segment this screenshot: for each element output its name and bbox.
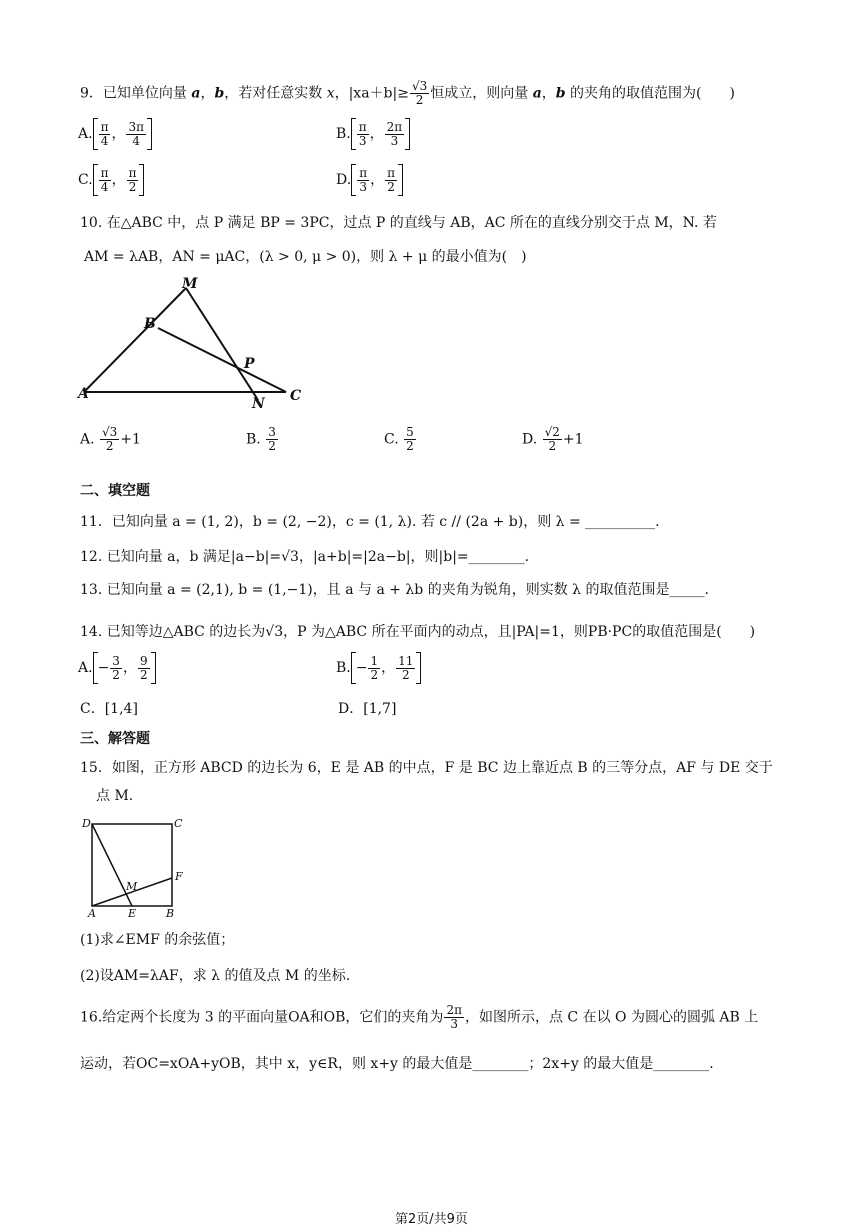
- frac-den: 2: [406, 439, 414, 453]
- frac: [127, 167, 139, 194]
- label-b: B: [144, 316, 156, 332]
- right-bracket: [139, 164, 144, 196]
- section-solutions: 三、解答题: [80, 731, 150, 747]
- label-m: M: [182, 276, 198, 292]
- frac: [368, 655, 380, 682]
- frac-den: 2: [370, 667, 379, 682]
- frac-num: π: [359, 165, 368, 180]
- line-bc: [158, 328, 286, 392]
- q9-fraction: [410, 80, 429, 107]
- frac-num: 9: [139, 653, 148, 668]
- right-bracket: [398, 164, 403, 196]
- frac-den: 4: [100, 133, 109, 148]
- q9-frac-num: √3: [411, 79, 428, 93]
- choice-tail: +1: [562, 431, 584, 448]
- left-bracket: [93, 164, 98, 196]
- q16-line1: [80, 1004, 758, 1031]
- q10-line2: AM = λAB，AN = μAC，(λ > 0, μ > 0)，则 λ + μ 的最小值为( ): [84, 249, 527, 265]
- minus-sign: −: [97, 660, 110, 676]
- q9-tail: 恒成立，则向量: [430, 85, 533, 102]
- choice-label: C.: [78, 172, 93, 188]
- q16-line1b: ，如图所示，点 C 在以 O 为圆心的圆弧 AB 上: [464, 1009, 759, 1026]
- choice-label: C.: [384, 431, 399, 448]
- q10-choice-c: [384, 426, 417, 453]
- q9-frac-den: 2: [415, 93, 424, 107]
- square-abcd: [92, 824, 172, 906]
- frac-num: π: [100, 165, 109, 180]
- q14-choice-d: [338, 698, 396, 718]
- frac-num: 5: [406, 425, 414, 439]
- frac: [385, 167, 397, 194]
- frac-den: 2: [105, 439, 114, 453]
- q10-choice-a: [80, 426, 141, 453]
- frac-den: 3: [359, 179, 367, 194]
- q9-mid: ，若对任意实数: [224, 85, 327, 102]
- frac: [99, 167, 111, 194]
- frac-den: 3: [358, 133, 367, 148]
- right-bracket: [416, 652, 421, 684]
- left-bracket: [351, 164, 356, 196]
- choice-label: A.: [80, 431, 95, 448]
- frac-den: 2: [139, 667, 148, 682]
- q10-line1: 10. 在△ABC 中，点 P 满足 BP = 3PC，过点 P 的直线与 AB，AC 所在的直线分别交于点 M，N. 若: [80, 215, 717, 231]
- frac-den: 2: [387, 179, 395, 194]
- q15-line2: 点 M.: [96, 788, 134, 804]
- frac-den: 3: [450, 1017, 459, 1031]
- q9-stem: 9．已知单位向量 a，b，若对任意实数 x，|xa＋b|≥ $\frac{√3}{2}$ 恒成立，则向量 a，b 的夹角的取值范围为( ): [80, 79, 735, 107]
- label-b: B: [166, 907, 175, 920]
- choice-label: A.: [78, 660, 93, 676]
- left-bracket: [351, 118, 356, 150]
- q14-stem: 14. 已知等边△ABC 的边长为√3，P 为△ABC 所在平面内的动点，且|PA|=1，则PB·PC的取值范围是( ): [80, 624, 756, 640]
- frac-num: 3: [268, 425, 276, 439]
- q10-choice-b: [246, 426, 279, 453]
- minus-sign: −: [355, 660, 368, 676]
- page-footer: 第2页/共9页: [395, 1212, 468, 1227]
- choice-text: [1,7]: [363, 701, 397, 717]
- q15-square-figure: [80, 816, 190, 922]
- q9-choice-d: D. $\frac{\pi}{3}$ ， $\frac{\pi}{2}$: [336, 164, 403, 196]
- choice-label: D.: [522, 431, 538, 448]
- label-p: P: [244, 356, 255, 372]
- frac: [357, 121, 369, 148]
- line-am: [84, 288, 186, 392]
- choice-label: B.: [336, 126, 351, 142]
- frac: [100, 426, 119, 453]
- q16-fraction: [444, 1004, 464, 1031]
- frac-den: 2: [268, 439, 276, 453]
- q9-var-a: a: [191, 85, 201, 102]
- right-bracket: [405, 118, 410, 150]
- q11: 11．已知向量 a = (1, 2)，b = (2, −2)，c = (1, λ). 若 c // (2a + b)，则 λ = __________.: [80, 514, 660, 530]
- choice-label: B.: [246, 431, 261, 448]
- q10-triangle-figure: [76, 276, 316, 412]
- q9-abs: |xa＋b|≥: [348, 85, 409, 102]
- q9-prefix: 9．已知单位向量: [80, 85, 192, 102]
- frac-den: 4: [100, 179, 109, 194]
- frac-num: 11: [398, 653, 414, 668]
- q14-choice-b: B. − $\frac{1}{2}$ ， $\frac{11}{2}$: [336, 652, 421, 684]
- q15-sub2: (2)设AM=λAF，求 λ 的值及点 M 的坐标.: [80, 968, 351, 984]
- frac-den: 2: [548, 439, 557, 453]
- choice-label: A.: [78, 126, 93, 142]
- choice-tail: +1: [120, 431, 141, 448]
- frac-den: 2: [401, 667, 410, 682]
- right-bracket: [147, 118, 152, 150]
- choice-label: D．: [338, 701, 364, 717]
- q9-choice-b: B. $\frac{\pi}{3}$ ， $\frac{2\pi}{3}$: [336, 118, 410, 150]
- frac-num: π: [100, 119, 109, 134]
- frac: [266, 426, 278, 453]
- choice-label: B.: [336, 660, 351, 676]
- label-m: M: [126, 880, 138, 893]
- frac-num: 2π: [446, 1003, 462, 1017]
- left-bracket: [93, 118, 98, 150]
- frac-den: 3: [390, 133, 399, 148]
- frac-num: 3: [112, 653, 120, 668]
- frac-den: 2: [112, 667, 120, 682]
- q15-sub1: (1)求∠EMF 的余弦值；: [80, 932, 235, 948]
- line-mn: [186, 288, 258, 400]
- q14-choice-c: [80, 698, 138, 718]
- q14-choice-a: A. − $\frac{3}{2}$ ， $\frac{9}{2}$: [78, 652, 156, 684]
- q9-var-b: b: [214, 85, 225, 102]
- choice-label: C．: [80, 701, 105, 717]
- frac-num: √3: [102, 425, 118, 439]
- frac-num: √2: [544, 425, 560, 439]
- q9-var-b2: b: [555, 85, 566, 102]
- q10-choice-d: [522, 426, 584, 453]
- choice-label: D.: [336, 172, 352, 188]
- label-c: C: [174, 817, 183, 830]
- label-n: N: [252, 396, 265, 412]
- q9-var-x: x: [326, 85, 335, 102]
- frac: [543, 426, 562, 453]
- frac-num: 3π: [128, 119, 144, 134]
- q12: 12. 已知向量 a，b 满足|a−b|=√3，|a+b|=|2a−b|，则|b|=________.: [80, 549, 530, 565]
- frac: [110, 655, 122, 682]
- frac-den: 2: [128, 179, 137, 194]
- frac: [396, 655, 415, 682]
- label-a: A: [88, 907, 96, 920]
- frac-num: π: [358, 119, 367, 134]
- frac: [99, 121, 111, 148]
- label-d: D: [82, 817, 91, 830]
- q15-line1: 15．如图，正方形 ABCD 的边长为 6，E 是 AB 的中点，F 是 BC 边上靠近点 B 的三等分点，AF 与 DE 交于: [80, 760, 773, 776]
- frac-num: π: [387, 165, 395, 180]
- choice-text: [1,4]: [104, 701, 138, 717]
- q16-line2: 运动，若OC=xOA+yOB，其中 x，y∈R，则 x+y 的最大值是________；2x+y 的最大值是________.: [80, 1056, 714, 1072]
- q13: 13. 已知向量 a = (2,1), b = (1,−1)，且 a 与 a + λb 的夹角为锐角，则实数 λ 的取值范围是_____.: [80, 582, 709, 598]
- q9-choice-a: A. $\frac{\pi}{4}$ ， $\frac{3\pi}{4}$: [78, 118, 152, 150]
- frac-num: 2π: [386, 119, 403, 134]
- frac: [126, 121, 146, 148]
- frac: [357, 167, 369, 194]
- frac-num: π: [128, 165, 137, 180]
- q16-line1a: 16.给定两个长度为 3 的平面向量OA和OB，它们的夹角为: [80, 1009, 444, 1026]
- q9-tail2: 的夹角的取值范围为( ): [565, 85, 735, 102]
- label-f: F: [175, 870, 183, 883]
- q9-choice-c: C. $\frac{\pi}{4}$ ， $\frac{\pi}{2}$: [78, 164, 144, 196]
- label-a: A: [78, 386, 89, 402]
- label-c: C: [290, 388, 302, 404]
- frac-den: 4: [132, 133, 141, 148]
- frac: [404, 426, 416, 453]
- q9-var-a2: a: [532, 85, 542, 102]
- frac: [138, 655, 150, 682]
- section-fill-in: 二、填空题: [80, 483, 150, 499]
- right-bracket: [151, 652, 156, 684]
- label-e: E: [128, 907, 137, 920]
- frac: [385, 121, 405, 148]
- frac-num: 1: [370, 653, 379, 668]
